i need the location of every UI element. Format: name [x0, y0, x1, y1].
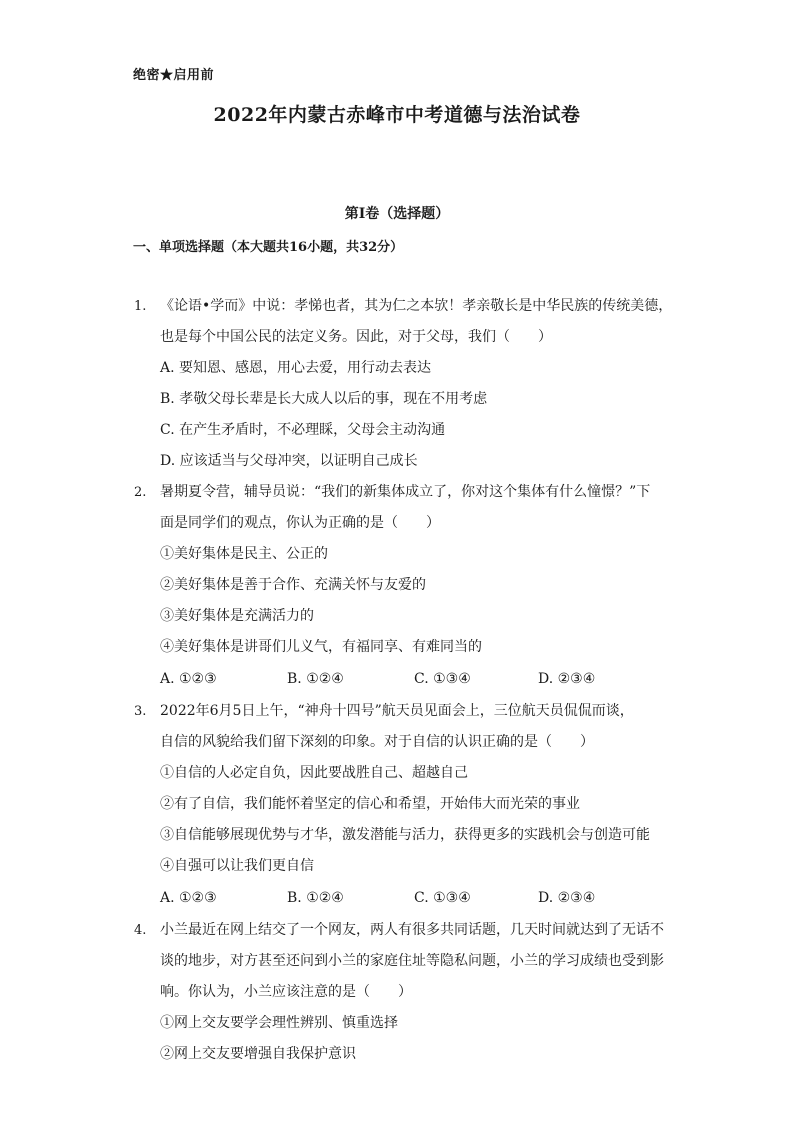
section-heading: 一、单项选择题（本大题共16小题，共32分） [133, 240, 404, 255]
question-number: 3. [134, 704, 147, 719]
option-d: D. 应该适当与父母冲突，以证明自己成长 [160, 453, 418, 469]
question-number: 1. [134, 299, 147, 314]
statement-2: ②有了自信，我们能怀着坚定的信心和希望，开始伟大而光荣的事业 [160, 796, 580, 812]
statement-1: ①美好集体是民主、公正的 [160, 546, 328, 562]
option-d: D. ②③④ [538, 890, 596, 906]
option-c: C. ①③④ [414, 890, 471, 906]
page-title: 2022年内蒙古赤峰市中考道德与法治试卷 [213, 104, 581, 126]
option-d: D. ②③④ [538, 671, 596, 687]
statement-3: ③自信能够展现优势与才华，激发潜能与活力，获得更多的实践机会与创造可能 [160, 827, 650, 843]
option-a: A. ①②③ [160, 671, 217, 687]
question-stem-line: 面是同学们的观点，你认为正确的是（ ） [160, 515, 440, 531]
option-b: B. ①②④ [287, 671, 344, 687]
option-b: B. ①②④ [287, 890, 344, 906]
question-stem-line: 也是每个中国公民的法定义务。因此，对于父母，我们（ ） [160, 329, 552, 345]
statement-4: ④自强可以让我们更自信 [160, 858, 314, 874]
question-stem-line: 暑期夏令营，辅导员说：“我们的新集体成立了，你对这个集体有什么憧憬？”下 [160, 484, 651, 500]
option-a: A. ①②③ [160, 890, 217, 906]
option-c: C. ①③④ [414, 671, 471, 687]
question-number: 2. [134, 485, 147, 500]
question-stem-line: 自信的风貌给我们留下深刻的印象。对于自信的认识正确的是（ ） [160, 734, 594, 750]
statement-4: ④美好集体是讲哥们儿义气，有福同享、有难同当的 [160, 639, 482, 655]
option-a: A. 要知恩、感恩，用心去爱，用行动去表达 [160, 360, 432, 376]
statement-2: ②网上交友要增强自我保护意识 [160, 1046, 356, 1062]
question-stem-line: 小兰最近在网上结交了一个网友，两人有很多共同话题，几天时间就达到了无话不 [160, 922, 664, 938]
question-stem-line: 响。你认为，小兰应该注意的是（ ） [160, 984, 412, 1000]
question-number: 4. [134, 923, 147, 938]
secret-label: 绝密★启用前 [133, 68, 215, 83]
statement-1: ①自信的人必定自负，因此要战胜自己、超越自己 [160, 765, 468, 781]
volume-heading: 第I卷（选择题） [344, 206, 450, 222]
option-c: C. 在产生矛盾时，不必理睬，父母会主动沟通 [160, 422, 446, 438]
statement-2: ②美好集体是善于合作、充满关怀与友爱的 [160, 577, 426, 593]
question-stem-line: 2022年6月5日上午，“神舟十四号”航天员见面会上，三位航天员侃侃而谈， [160, 703, 634, 719]
statement-1: ①网上交友要学会理性辨别、慎重选择 [160, 1015, 398, 1031]
question-stem-line: 《论语•学而》中说：孝悌也者，其为仁之本欤！孝亲敬长是中华民族的传统美德， [160, 298, 673, 314]
question-stem-line: 谈的地步，对方甚至还问到小兰的家庭住址等隐私问题，小兰的学习成绩也受到影 [160, 953, 664, 969]
option-b: B. 孝敬父母长辈是长大成人以后的事，现在不用考虑 [160, 391, 488, 407]
statement-3: ③美好集体是充满活力的 [160, 608, 314, 624]
